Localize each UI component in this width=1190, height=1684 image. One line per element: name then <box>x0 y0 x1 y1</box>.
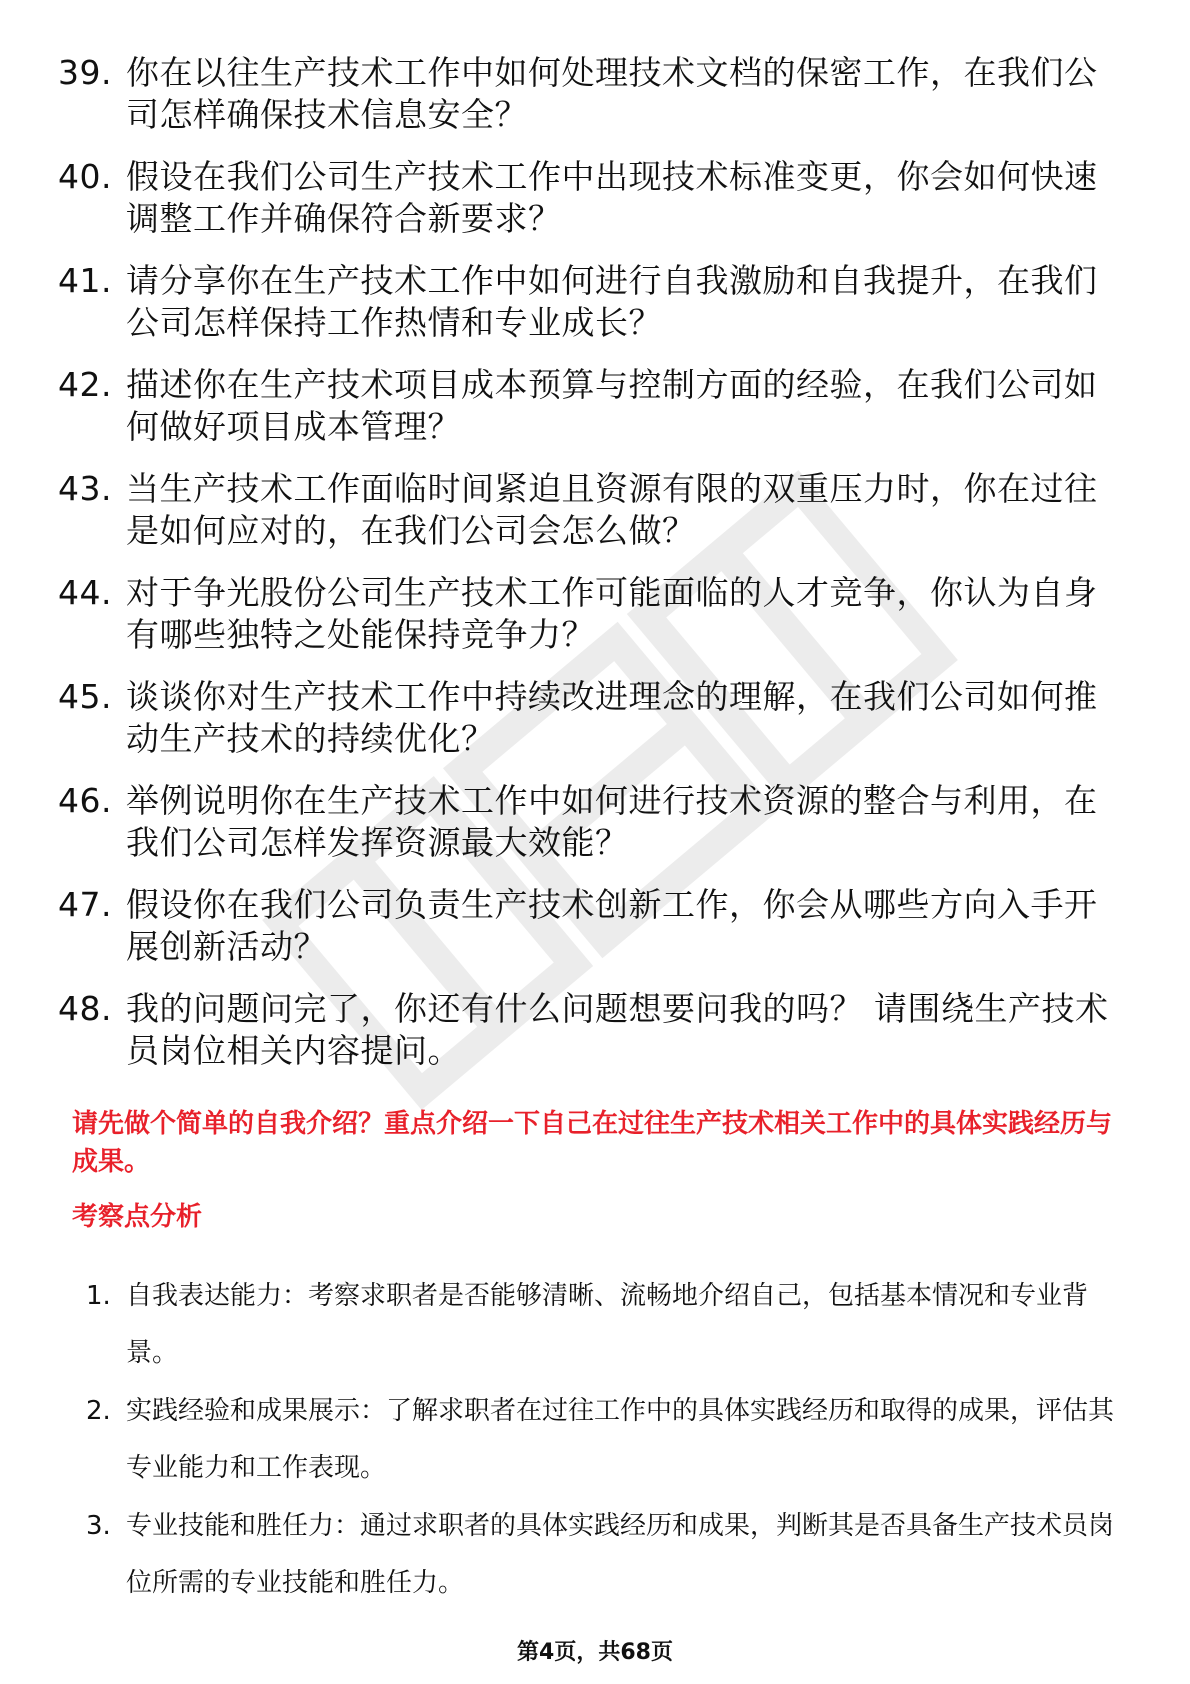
page-footer: 第4页，共68页 <box>517 1640 673 1665</box>
question-number: 41. <box>58 261 112 300</box>
question-number: 48. <box>58 989 112 1028</box>
question-number: 43. <box>58 469 112 508</box>
question-number: 47. <box>58 885 112 924</box>
question-text: 对于争光股份公司生产技术工作可能面临的人才竞争，你认为自身有哪些独特之处能保持竞争力？ <box>126 573 1098 654</box>
question-number: 42. <box>58 365 112 404</box>
question-item <box>58 884 1128 968</box>
analysis-point-text: 专业技能和胜任力：通过求职者的具体实践经历和成果，判断其是否具备生产技术员岗位所需的专业技能和胜任力。 <box>126 1511 1115 1598</box>
question-item <box>58 780 1128 864</box>
question-list <box>58 52 1128 1092</box>
question-item <box>58 364 1128 448</box>
question-item <box>58 52 1128 136</box>
question-item <box>58 572 1128 656</box>
question-text: 假设你在我们公司负责生产技术创新工作，你会从哪些方向入手开展创新活动？ <box>126 885 1098 966</box>
question-text: 我的问题问完了，你还有什么问题想要问我的吗？ 请围绕生产技术员岗位相关内容提问。 <box>126 989 1109 1070</box>
analysis-point-number: 2. <box>86 1396 111 1426</box>
analysis-point-number: 3. <box>86 1511 111 1541</box>
question-text: 请分享你在生产技术工作中如何进行自我激励和自我提升，在我们公司怎样保持工作热情和专业成长？ <box>126 261 1098 342</box>
question-text: 举例说明你在生产技术工作中如何进行技术资源的整合与利用，在我们公司怎样发挥资源最大效能？ <box>126 781 1098 862</box>
analysis-point <box>86 1498 1126 1612</box>
highlighted-question: 请先做个简单的自我介绍？重点介绍一下自己在过往生产技术相关工作中的具体实践经历与成果。 <box>72 1109 1113 1177</box>
question-number: 46. <box>58 781 112 820</box>
question-item <box>58 676 1128 760</box>
question-text: 描述你在生产技术项目成本预算与控制方面的经验，在我们公司如何做好项目成本管理？ <box>126 365 1098 446</box>
analysis-point-number: 1. <box>86 1281 111 1311</box>
question-text: 你在以往生产技术工作中如何处理技术文档的保密工作，在我们公司怎样确保技术信息安全？ <box>126 53 1098 134</box>
question-number: 45. <box>58 677 112 716</box>
question-item <box>58 156 1128 240</box>
analysis-point-text: 实践经验和成果展示：了解求职者在过往工作中的具体实践经历和取得的成果，评估其专业能力和工作表现。 <box>126 1396 1115 1483</box>
question-item <box>58 988 1128 1072</box>
question-text: 假设在我们公司生产技术工作中出现技术标准变更，你会如何快速调整工作并确保符合新要求？ <box>126 157 1098 238</box>
analysis-point-text: 自我表达能力：考察求职者是否能够清晰、流畅地介绍自己，包括基本情况和专业背景。 <box>126 1281 1089 1368</box>
question-number: 44. <box>58 573 112 612</box>
question-text: 当生产技术工作面临时间紧迫且资源有限的双重压力时，你在过往是如何应对的，在我们公司会怎么做？ <box>126 469 1098 550</box>
analysis-point <box>86 1383 1126 1497</box>
question-number: 39. <box>58 53 112 92</box>
analysis-points-list <box>86 1268 1126 1613</box>
question-item <box>58 260 1128 344</box>
question-number: 40. <box>58 157 112 196</box>
question-text: 谈谈你对生产技术工作中持续改进理念的理解，在我们公司如何推动生产技术的持续优化？ <box>126 677 1098 758</box>
analysis-point <box>86 1268 1126 1382</box>
analysis-section-title: 考察点分析 <box>72 1202 203 1232</box>
question-item <box>58 468 1128 552</box>
